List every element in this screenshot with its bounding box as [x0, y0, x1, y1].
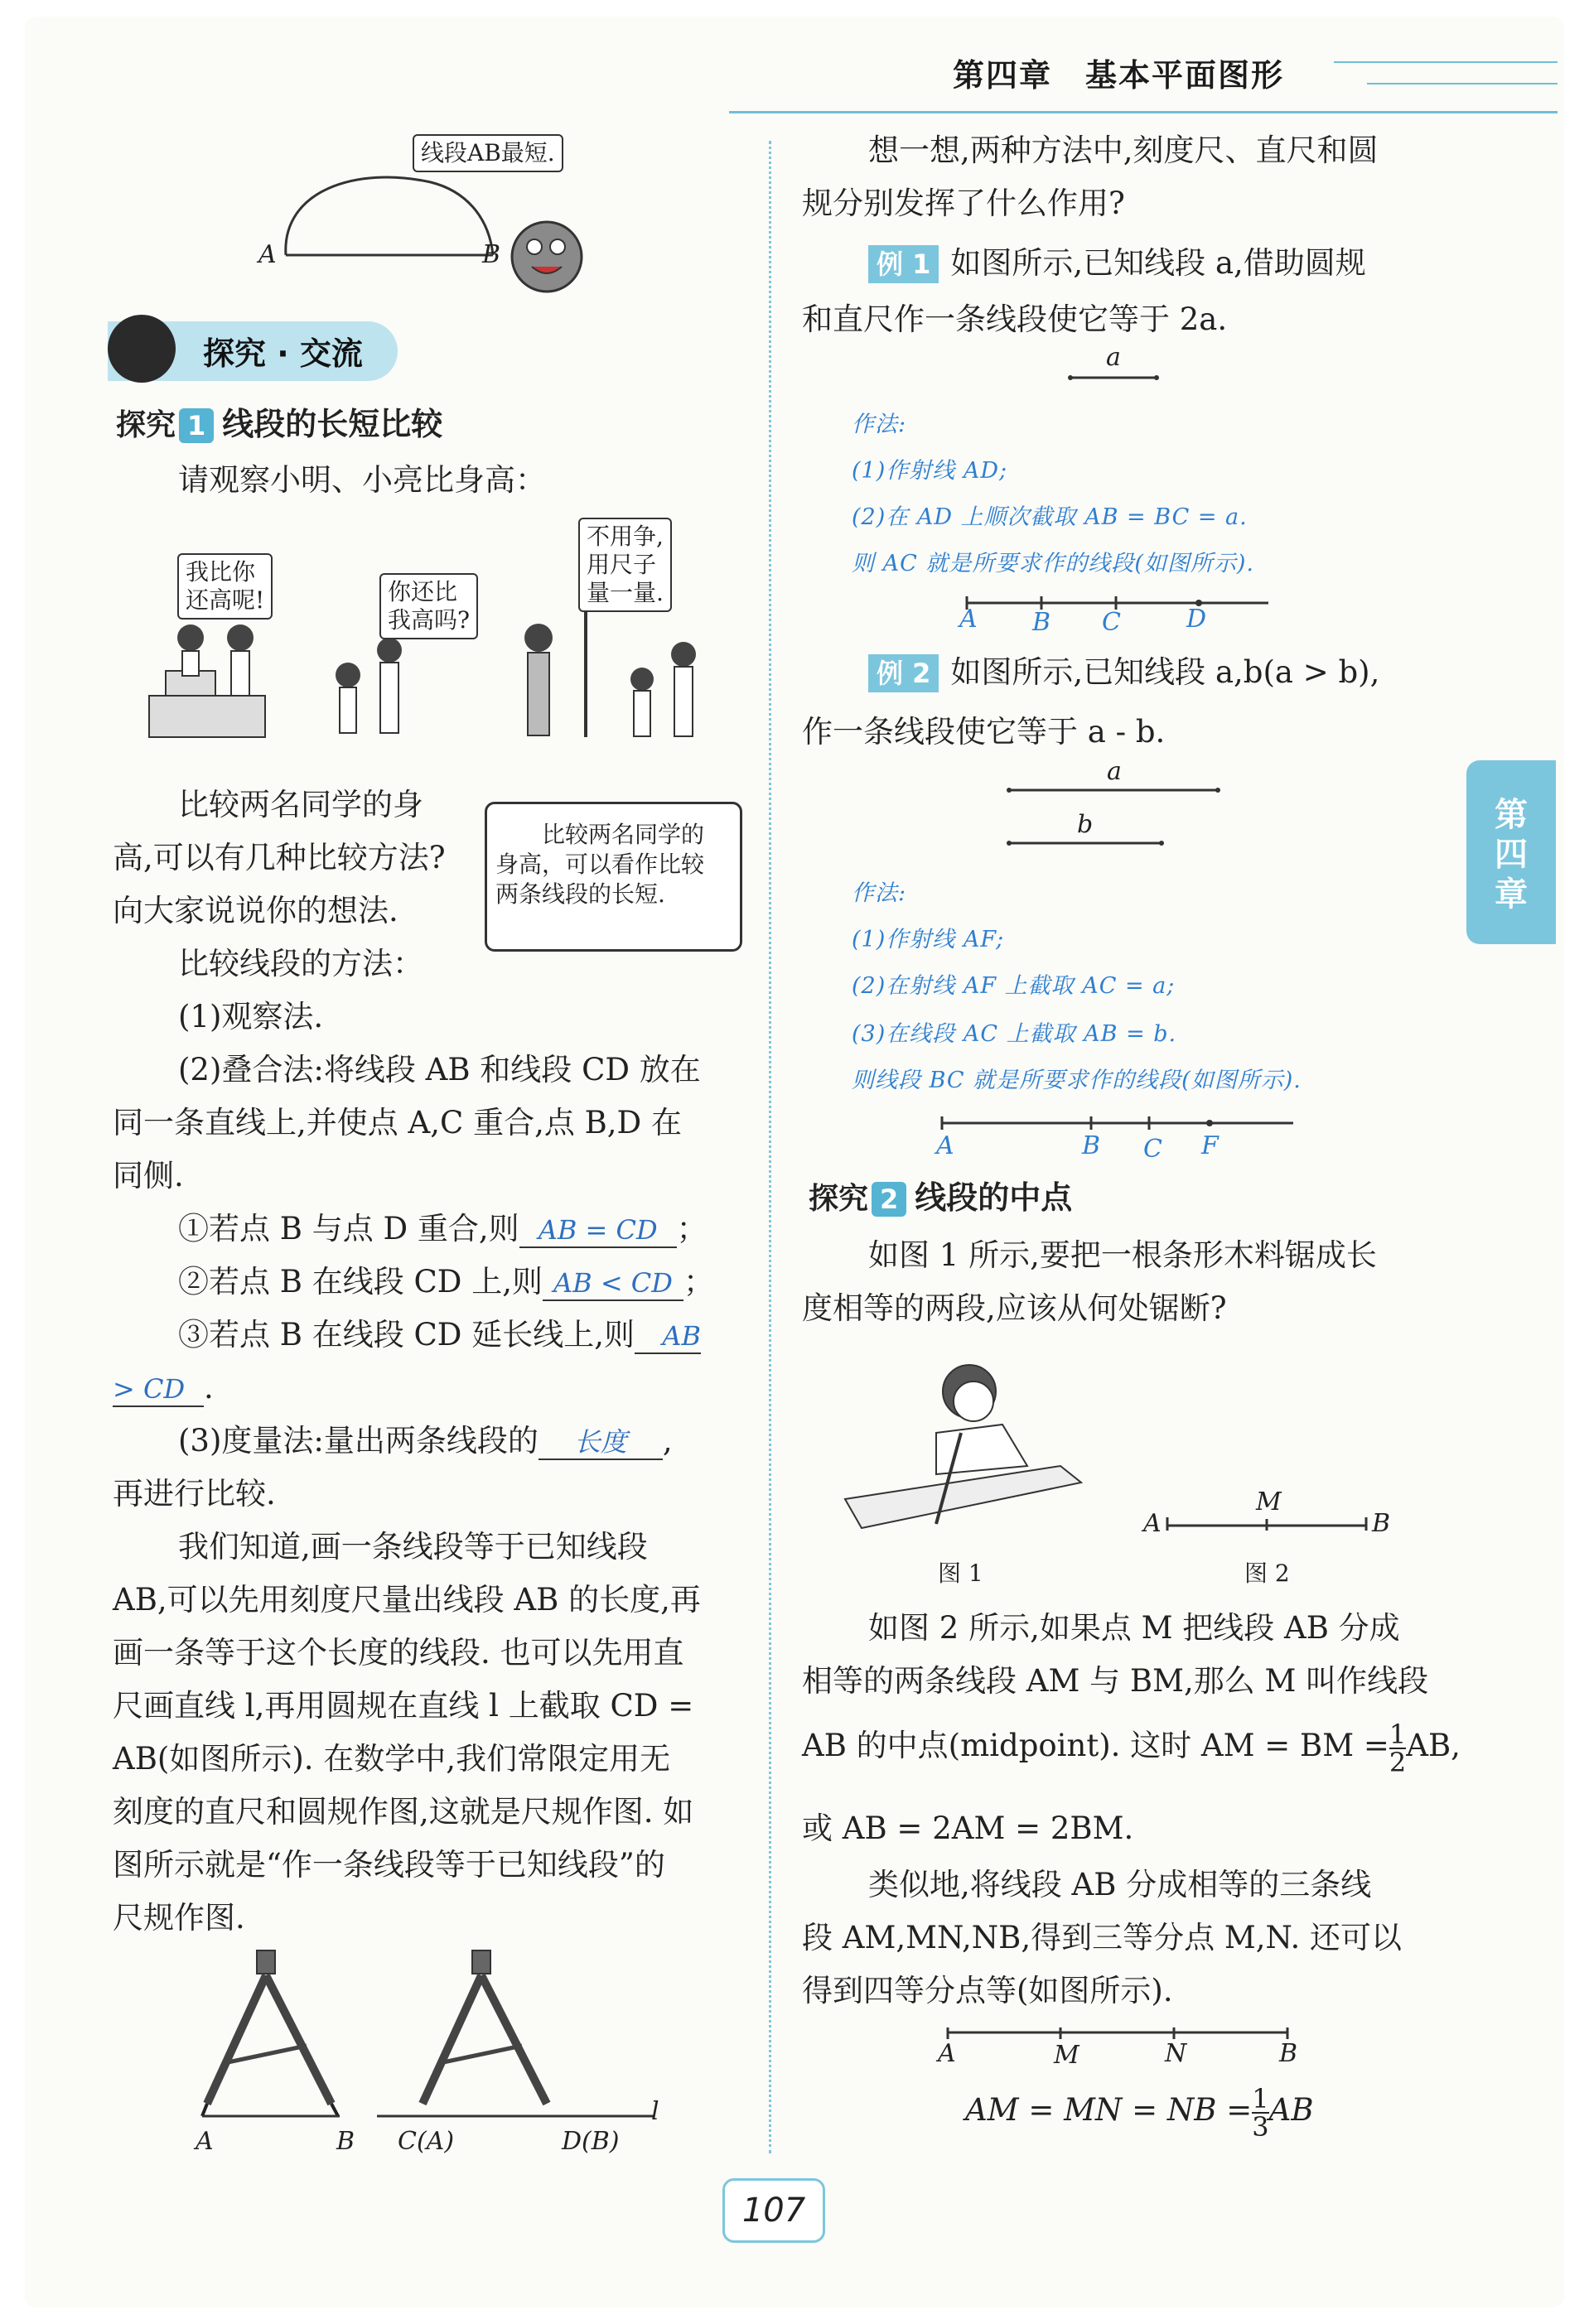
tri-label-n: N [1165, 2039, 1187, 2068]
compass-label-c: C(A) [398, 2127, 455, 2156]
ex1-point-a: A [959, 605, 978, 634]
explore2-line2: 度相等的两段,应该从何处锯断? [802, 1290, 1227, 1326]
shortest-path-figure [249, 157, 596, 298]
note-line3: 两条线段的长短. [495, 880, 665, 908]
explore2-title: 线段的中点 [915, 1179, 1073, 1216]
figure1-caption: 图 1 [938, 1560, 983, 1587]
construction-para-line1: 我们知道,画一条线段等于已知线段 [178, 1529, 648, 1565]
method-overlap-line1: (2)叠合法:将线段 AB 和线段 CD 放在 [178, 1052, 701, 1087]
explore1-heading [116, 398, 442, 452]
header-rule [729, 111, 1558, 113]
explore2-line1: 如图 1 所示,要把一根条形木料锯成长 [868, 1237, 1377, 1273]
example1-tag: 例 1 [868, 245, 939, 283]
case3-line2: > CD . [113, 1370, 214, 1405]
construction-para-line4: 尺画直线 l,再用圆规在直线 l 上截取 CD = [113, 1688, 694, 1724]
midpoint-line4: 或 AB = 2AM = 2BM. [802, 1811, 1134, 1846]
example2-seg-a-label: a [1107, 757, 1122, 786]
construction-para-line7: 图所示就是“作一条线段等于已知线段”的 [113, 1847, 665, 1883]
compass-label-b: B [336, 2127, 355, 2156]
example1-seg-label: a [1106, 343, 1121, 372]
explore1-question-line3: 向大家说说你的想法. [113, 893, 398, 928]
case3-line: ③若点 B 在线段 CD 延长线上,则 AB [178, 1317, 701, 1352]
think-line1: 想一想,两种方法中,刻度尺、直尺和圆 [868, 133, 1379, 168]
case2-line: ②若点 B 在线段 CD 上,则 AB < CD ； [178, 1264, 714, 1299]
compass-label-a: A [196, 2127, 214, 2156]
tri-label-a: A [938, 2039, 956, 2068]
trisection-line2: 段 AM,MN,NB,得到三等分点 M,N. 还可以 [802, 1920, 1403, 1955]
method-measure-line2: 再进行比较. [113, 1476, 276, 1512]
midpoint-line2: 相等的两条线段 AM 与 BM,那么 M 叫作线段 [802, 1663, 1429, 1699]
ex2-point-a: A [936, 1131, 954, 1160]
trisection-segment-figure [944, 2026, 1292, 2042]
example2-line2: 作一条线段使它等于 a - b. [802, 714, 1166, 750]
case2-answer: AB < CD [543, 1266, 683, 1301]
construction-para-line2: AB,可以先用刻度尺量出线段 AB 的长度,再 [113, 1582, 701, 1618]
explore1-question-line1: 比较两名同学的身 [178, 787, 423, 822]
ex1-point-b: B [1032, 608, 1051, 637]
compass-figure [191, 1946, 671, 2137]
think-line2: 规分别发挥了什么作用? [802, 186, 1125, 221]
example1-given-segment [1069, 374, 1160, 383]
group-icon [108, 315, 176, 383]
note-line2: 身高，可以看作比较 [495, 851, 705, 878]
speech-bubble-2: 你还比 我高吗? [379, 573, 478, 639]
compass-label-l: l [651, 2097, 659, 2126]
trisection-equation: AM = MN = NB = $\frac{1}{3}$ AB [965, 2082, 1314, 2143]
figure2-caption: 图 2 [1244, 1560, 1290, 1587]
compass-label-d: D(B) [562, 2127, 620, 2156]
fig2-label-a: A [1143, 1509, 1162, 1538]
example2-step1: (1)作射线 AF; [852, 927, 1005, 952]
midpoint-line3: AB 的中点(midpoint). 这时 AM = BM = $\frac{1}{2}$ AB, [802, 1718, 1461, 1778]
ex2-point-b: B [1082, 1131, 1101, 1160]
case3-answer-b: > CD [113, 1372, 204, 1407]
explore2-tag: 探究 [809, 1182, 869, 1216]
example2-given-segments [1007, 784, 1223, 850]
speech-bubble-3: 不用争, 用尺子 量一量. [578, 518, 672, 612]
example1-step1: (1)作射线 AD; [852, 458, 1008, 484]
example2-step4: 则线段 BC 就是所要求作的线段(如图所示). [852, 1068, 1302, 1093]
fig2-label-b: B [1372, 1509, 1391, 1538]
trisection-line1: 类似地,将线段 AB 分成相等的三条线 [868, 1867, 1372, 1902]
ex1-point-d: D [1186, 605, 1207, 634]
construction-para-line8: 尺规作图. [113, 1900, 245, 1936]
speech-bubble-1: 我比你 还高呢! [177, 553, 273, 620]
example1-line2: 和直尺作一条线段使它等于 2a. [802, 301, 1228, 337]
method-overlap-line2: 同一条直线上,并使点 A,C 重合,点 B,D 在 [113, 1105, 682, 1140]
note-line1: 比较两名同学的 [542, 821, 705, 848]
method-measure-line1: (3)度量法:量出两条线段的 长度 , [178, 1423, 673, 1459]
construction-para-line3: 画一条等于这个长度的线段. 也可以先用直 [113, 1635, 684, 1671]
midpoint-fraction: $\frac{1}{2}$ [1389, 1718, 1407, 1778]
explore1-num: 1 [179, 408, 214, 443]
example2-tag: 例 2 [868, 654, 939, 692]
example2-step3: (3)在线段 AC 上截取 AB = b. [852, 1021, 1177, 1047]
top-fig-label-a: A [258, 240, 277, 269]
explore2-heading [809, 1171, 1072, 1226]
header-rule-accent-2 [1367, 83, 1558, 84]
example2-result-ray [940, 1115, 1297, 1131]
sawing-wood-illustration [837, 1358, 1102, 1540]
explore1-intro: 请观察小明、小亮比身高： [178, 462, 546, 498]
case1-line: ①若点 B 与点 D 重合,则 AB = CD ； [178, 1211, 708, 1246]
tri-label-b: B [1279, 2039, 1298, 2068]
case1-answer: AB = CD [519, 1213, 677, 1248]
example2-line1: 例 2 如图所示,已知线段 a,b(a > b), [868, 646, 1379, 699]
trisection-fraction: $\frac{1}{3}$ [1252, 2082, 1269, 2143]
construction-para-line6: 刻度的直尺和圆规作图,这就是尺规作图. 如 [113, 1794, 694, 1830]
example1-line1: 例 1 如图所示,已知线段 a,借助圆规 [868, 237, 1366, 290]
example2-method-title: 作法: [852, 880, 907, 906]
case3-answer-a: AB [635, 1319, 701, 1354]
page-number: 107 [722, 2178, 825, 2243]
top-speech-bubble: 线段AB最短. [413, 134, 563, 172]
explore2-num: 2 [872, 1182, 906, 1217]
trisection-line3: 得到四等分点等(如图所示). [802, 1973, 1173, 2008]
chapter-title: 第四章 基本平面图形 [953, 57, 1285, 94]
column-divider [769, 141, 771, 2153]
section-banner-text: 探究 · 交流 [203, 335, 363, 372]
top-fig-label-b: B [482, 240, 501, 269]
explore1-title: 线段的长短比较 [222, 406, 443, 442]
method-overlap-line3: 同侧. [113, 1158, 184, 1193]
explore1-tag: 探究 [116, 408, 176, 442]
chapter-side-tab: 第四章 [1466, 760, 1556, 944]
ex1-point-c: C [1102, 608, 1121, 637]
fig2-label-m: M [1256, 1487, 1282, 1516]
example2-step2: (2)在射线 AF 上截取 AC = a; [852, 973, 1176, 999]
example1-step3: 则 AC 就是所要求作的线段(如图所示). [852, 551, 1254, 576]
midpoint-line1: 如图 2 所示,如果点 M 把线段 AB 分成 [868, 1610, 1400, 1646]
example1-step2: (2)在 AD 上顺次截取 AB = BC = a. [852, 504, 1248, 530]
construction-para-line5: AB(如图所示). 在数学中,我们常限定用无 [113, 1741, 671, 1777]
explore1-question-line2: 高,可以有几种比较方法? [113, 840, 446, 875]
methods-title: 比较线段的方法： [178, 946, 423, 981]
header-rule-accent [1334, 61, 1558, 63]
measure-answer: 长度 [539, 1425, 663, 1460]
example1-method-title: 作法: [852, 412, 907, 437]
tri-label-m: M [1054, 2041, 1079, 2070]
ex2-point-c: C [1143, 1135, 1162, 1164]
example2-seg-b-label: b [1077, 810, 1094, 839]
method-observe: (1)观察法. [178, 999, 324, 1034]
ex2-point-f: F [1201, 1131, 1219, 1160]
